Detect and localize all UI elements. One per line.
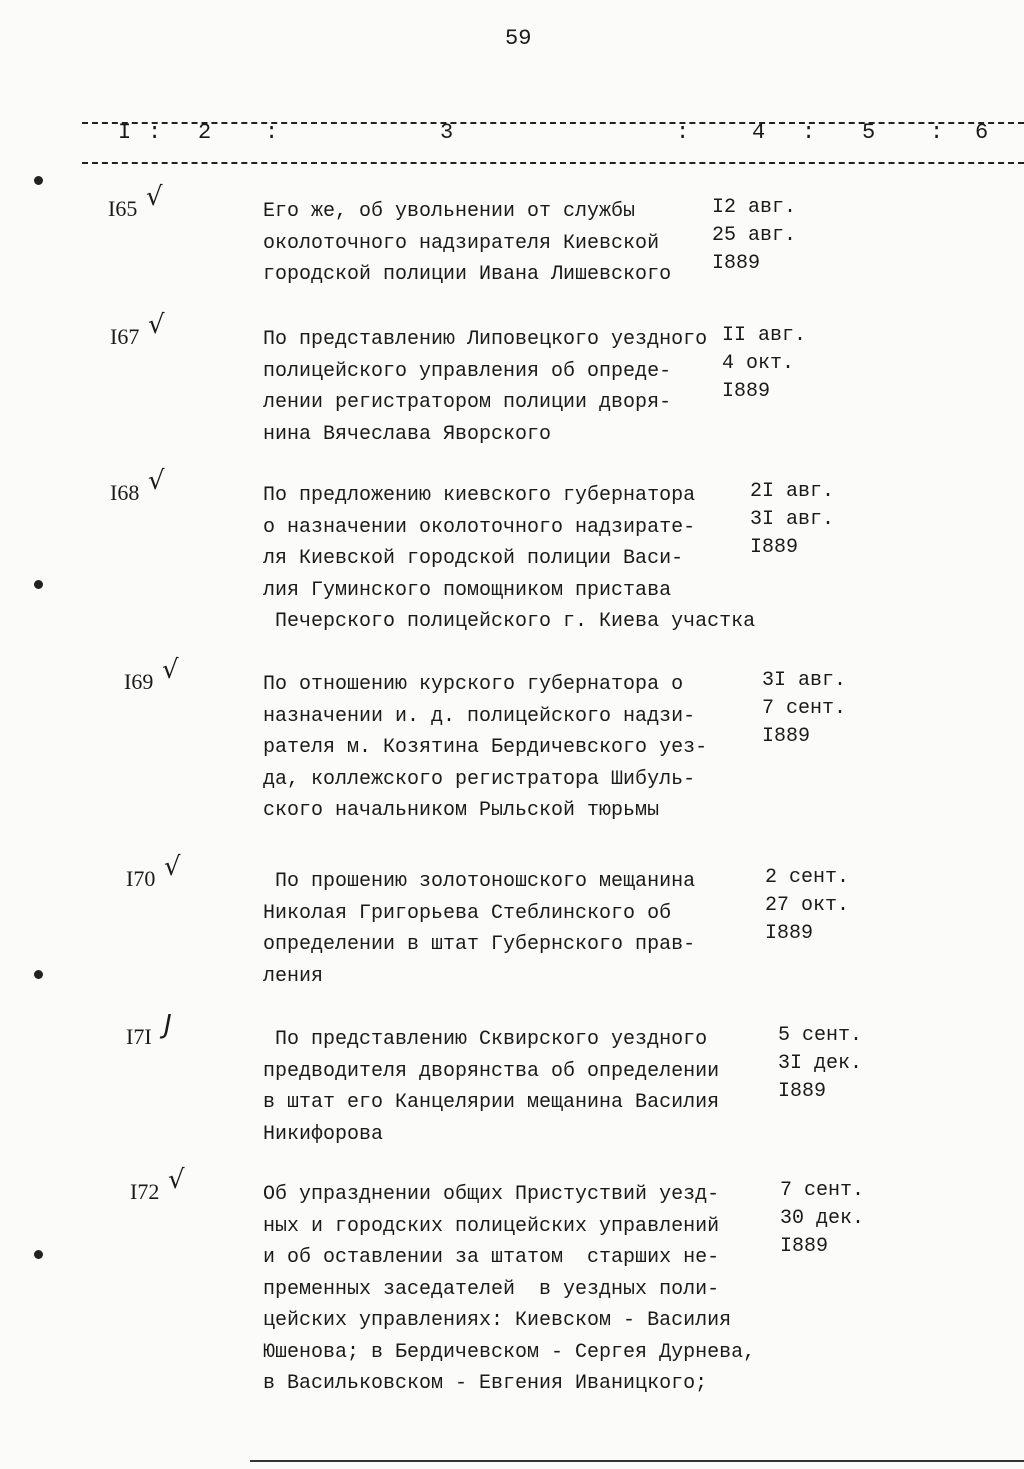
- entry-number: I7I: [126, 1024, 152, 1049]
- description-line: ных и городских полицейских управлений: [263, 1214, 720, 1238]
- punch-hole-dot: [34, 970, 43, 979]
- checkmark-icon: √: [164, 852, 181, 882]
- description-line: По представлению Сквирского уездного: [263, 1028, 708, 1051]
- description-line: ля Киевской городской полиции Васи-: [263, 547, 684, 570]
- punch-hole-dot: [34, 176, 43, 185]
- checkmark-icon: √: [146, 182, 163, 212]
- description-line: ления: [263, 964, 324, 988]
- description-line: нина Вячеслава Яворского: [263, 422, 552, 446]
- description-line: Его же, об увольнении от службы: [263, 200, 636, 223]
- column-separator: :: [265, 120, 279, 145]
- entry-dates: [780, 1177, 864, 1261]
- header-rule-top: [82, 122, 1024, 124]
- description-line: Юшенова; в Бердичевском - Сергея Дурнева,: [263, 1340, 756, 1364]
- description-line: полицейского управления об опреде-: [263, 359, 672, 383]
- entry-number: I70: [126, 866, 156, 891]
- date-line: 25 авг.: [712, 224, 797, 247]
- column-header: 5: [862, 120, 876, 145]
- entry-number: I72: [130, 1179, 160, 1204]
- entry-dates: [722, 322, 806, 406]
- description-line: лении регистратором полиции дворя-: [263, 391, 672, 414]
- description-line: пременных заседателей в уездных поли-: [263, 1277, 720, 1301]
- entry-description: [263, 1024, 719, 1150]
- column-header: 6: [975, 120, 989, 145]
- description-line: По прошению золотоношского мещанина: [263, 870, 696, 893]
- column-separator: :: [802, 120, 816, 145]
- description-line: предводителя дворянства об определении: [263, 1059, 720, 1083]
- description-line: в Васильковском - Евгения Иваницкого;: [263, 1372, 708, 1395]
- description-line: Печерского полицейского г. Киева участка: [263, 610, 756, 633]
- punch-hole-dot: [34, 1250, 43, 1259]
- entry-dates: [712, 194, 796, 278]
- date-line: I889: [750, 536, 799, 559]
- date-line: 27 окт.: [765, 894, 850, 917]
- description-line: Николая Григорьева Стеблинского об: [263, 901, 672, 925]
- description-line: околоточного надзирателя Киевской: [263, 231, 660, 255]
- date-line: 3I авг.: [750, 508, 835, 531]
- date-line: I889: [762, 725, 811, 748]
- date-line: 5 сент.: [778, 1024, 863, 1047]
- column-header: 2: [198, 120, 212, 145]
- description-line: По представлению Липовецкого уездного: [263, 328, 708, 351]
- entry-dates: [762, 667, 846, 751]
- description-line: По отношению курского губернатора о: [263, 673, 684, 696]
- entry-description: [263, 324, 707, 450]
- description-line: Никифорова: [263, 1122, 384, 1146]
- description-line: Об упразднении общих Пристуствий уезд-: [263, 1183, 720, 1206]
- date-line: I889: [778, 1080, 827, 1103]
- page-number: 59: [505, 26, 532, 51]
- description-line: о назначении околоточного надзирате-: [263, 515, 696, 539]
- date-line: I889: [722, 380, 771, 403]
- checkmark-icon: √: [148, 466, 165, 496]
- description-line: цейских управлениях: Киевском - Василия: [263, 1309, 732, 1332]
- header-rule-bottom: [82, 162, 1024, 164]
- entry-number: I68: [110, 480, 140, 505]
- column-separator: :: [676, 120, 690, 145]
- date-line: 4 окт.: [722, 352, 795, 375]
- date-line: I889: [780, 1235, 829, 1258]
- entry-number: I69: [124, 669, 154, 694]
- entry-description: [263, 866, 695, 992]
- date-line: 3I дек.: [778, 1052, 863, 1075]
- entry-dates: [750, 478, 834, 562]
- description-line: и об оставлении за штатом старших не-: [263, 1246, 720, 1269]
- checkmark-icon: √: [162, 655, 179, 685]
- column-header: I: [118, 120, 132, 145]
- entry-number: I65: [108, 196, 138, 221]
- date-line: I889: [712, 252, 761, 275]
- entry-description: [263, 480, 755, 638]
- checkmark-icon: J: [164, 1010, 172, 1040]
- entry-dates: [765, 864, 849, 948]
- description-line: лия Гуминского помощником пристава: [263, 578, 672, 602]
- column-separator: :: [930, 120, 944, 145]
- date-line: 2I авг.: [750, 480, 835, 503]
- checkmark-icon: √: [168, 1165, 185, 1195]
- column-header: 3: [440, 120, 454, 145]
- punch-hole-dot: [34, 580, 43, 589]
- entry-description: [263, 669, 707, 827]
- bottom-rule: [250, 1460, 1024, 1462]
- description-line: определении в штат Губернского прав-: [263, 933, 696, 956]
- entry-description: [263, 1179, 755, 1400]
- entry-number: I67: [110, 324, 140, 349]
- description-line: да, коллежского регистратора Шибуль-: [263, 767, 696, 791]
- date-line: I889: [765, 922, 814, 945]
- date-line: 3I авг.: [762, 669, 847, 692]
- column-header: 4: [752, 120, 766, 145]
- date-line: 7 сент.: [762, 697, 847, 720]
- entry-dates: [778, 1022, 862, 1106]
- checkmark-icon: √: [148, 310, 165, 340]
- date-line: II авг.: [722, 324, 807, 347]
- description-line: городской полиции Ивана Лишевского: [263, 263, 672, 286]
- date-line: 30 дек.: [780, 1207, 865, 1230]
- date-line: 2 сент.: [765, 866, 850, 889]
- description-line: рателя м. Козятина Бердичевского уез-: [263, 736, 708, 759]
- description-line: По предложению киевского губернатора: [263, 484, 696, 507]
- column-separator: :: [148, 120, 162, 145]
- description-line: назначении и. д. полицейского надзи-: [263, 704, 696, 728]
- date-line: 7 сент.: [780, 1179, 865, 1202]
- description-line: ского начальником Рыльской тюрьмы: [263, 799, 660, 822]
- description-line: в штат его Канцелярии мещанина Василия: [263, 1091, 720, 1114]
- entry-description: [263, 196, 671, 291]
- date-line: I2 авг.: [712, 196, 797, 219]
